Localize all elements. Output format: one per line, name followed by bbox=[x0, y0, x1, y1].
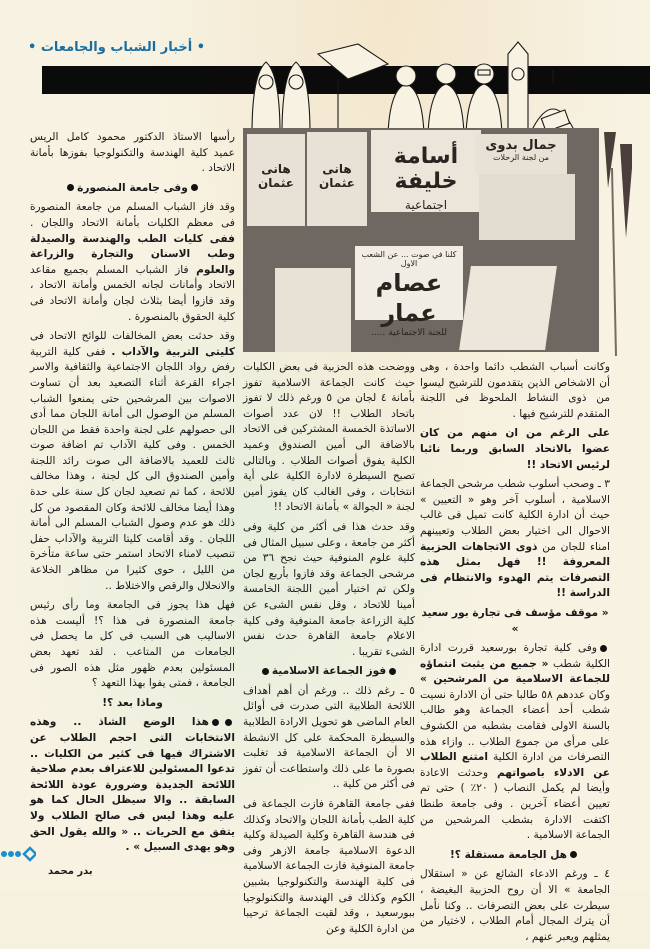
paragraph: فهل هذا يجوز فى الجامعة وما رأى رئيس جامعة المنصورة فى هذا ؟! أليست هذه الاساليب هى السبب فى كل ما يحصل فى الجامعات من المتاعب . لقد تعهد بعض المسئولين بعدم ظهور مثل هذه الصور فى الجامعة ، فمتى يفوا بهذا التعهد ؟ bbox=[30, 599, 235, 690]
paragraph: رأسها الاستاذ الدكتور محمود كامل الريس عميد كلية الهندسة والتكنولوجيا بفوزها بأمانة الاتحاد . bbox=[30, 131, 235, 175]
campus-wall-posters-photo bbox=[243, 128, 599, 352]
poster-osama-khalifa: أسامة خليفة اجتماعية bbox=[371, 130, 481, 212]
paragraph: وقد حدث هذا فى أكثر من كلية وفى أكثر من جامعة ، وعلى سبيل المثال فى كلية علوم المنوفية حيث نجح ٣٦ من مرشحى الجماعة وقد فازوا بأربع لجان ولكن تم اختيار أمين اللجنة الخامسة أمينا للاتحاد ، وقل نفس الشىء عن كلية الزراعة جامعة المنوفية وفى كلية الاعلام جامعة القاهرة حدث نفس الشىء تقريبا . bbox=[243, 520, 416, 658]
paragraph: ٣ ـ وصحب أسلوب شطب مرشحى الجماعة الاسلامية ، أسلوب آخر وهو « التعيين » حيث أن ادارة الكلية كانت تميل فى غالب الاحوال الى اختيار بعض الطلاب وتعيينهم امناء للجان من ذوى الاتجاهات الحزبية المعروفة !! فهل بمثل هذه التصرفات يتم الهدوء والانتظام فى الدراسة !! bbox=[420, 478, 610, 600]
paragraph-conclusion: هذا الوضع الشاذ .. وهذه الانتخابات التى احجم الطلاب عن الاشتراك فيها فى كثير من الكليات .. تدعوا المسئولين للاعتراف بعدم صلاحية اللائحة الجديدة وضرورة عودة اللائحة السابقة .. والا سيظل الحال كما هو عليه وهذا ليس فى صالح الطلاب ولا يتفق مع الحريات .. « والله يقول الحق وهو يهدى السبيل » . bbox=[30, 716, 235, 854]
poster-hany-osman-2: هانى عثمان bbox=[307, 132, 367, 226]
article-column-right bbox=[420, 360, 610, 949]
photo-edge-flagpole bbox=[604, 128, 634, 358]
paragraph: ٤ ـ ورغم الادعاء الشائع عن « استقلال الجامعة » الا أن روح الحزبية البغيضة ، سيطرت على بعض التصرفات .. وكنا نأمل أن يترك المجال أمام الطلاب ، لاختيار من يمثلهم ويعبر عنهم ، bbox=[420, 868, 610, 943]
subheading-mansoura: وفى جامعة المنصورة bbox=[30, 181, 235, 197]
paragraph: ووضحت هذه الحزبية فى بعض الكليات حيث كانت الجماعة الاسلامية تفوز بأمانة ٤ لجان من ٥ ورغم ذلك لا تفوز باتحاد الطلاب !! لان عدد أصوات الاساتذة الخمسة المشتركين فى الاتحاد بالاضافة الى أمين الصندوق وعميد الكلية يفوق أصوات الطلاب . وبالتالى تصبح السيطرة لادارة الكلية على أية انتخابات ، وفى الغالب كان يفوز أمين لجنة « الجوالة » بأمانة الاتحاد !! bbox=[243, 361, 416, 514]
paragraph: ٥ ـ رغم ذلك .. ورغم أن أهم أهداف اللائحة الطلابية التى صدرت فى أوائل العام الماضى هو تحويل الارادة الطلابية والسيطرة المحكمة على كل الانشطة الا أن الجماعة الاسلامية قد تغلبت بصورة ما على ذلك واستطاعت أن تفوز فى أكثر من كلية .. bbox=[243, 684, 415, 791]
paragraph: وكانت أسباب الشطب دائما واحدة ، وهى أن الاشخاص الذين يتقدمون للترشيح ليسوا من ذوى النشاط الملحوظ فى اللجنة المتقدم للترشيح فيها . bbox=[420, 361, 610, 420]
paragraph: وفى كلية تجارة بورسعيد قررت ادارة الكلية شطب « جميع من يثبت انتماؤه للجماعة الاسلامية من المرشحين » وكان عددهم ٥٨ طالبا حتى أن الادارة نسيت شطب أحد أعضاء الجماعة وهو طالب بالسنة الاولى فقامت بشطبه من الكشوف على مرأى من جموع الطلاب .. وازاء هذه التصرفات من ادارة الكلية امتنع الطلاب عن الادلاء باصواتهم وحدثت الاعادة وأيضا لم يكمل النصاب ( ٢٠٪ ) حتى تم تعيين أعضاء آخرين . وفى جامعة طنطا اكتفت الادارة بشطب المرشحين من الجماعة الاسلامية . bbox=[420, 642, 611, 842]
poster-small-print bbox=[275, 268, 351, 352]
poster-essam-ammar: كلنا في صوت ... عن الشعب الاول عصام عمار للجنة الاجتماعية ..... bbox=[355, 246, 463, 320]
paragraph: وقد فاز الشباب المسلم من جامعة المنصورة فى معظم الكليات بأمانة الاتحاد واللجان . ففى كليات الطب والهندسة والصيدلة وطب الاسنان والتجارة والزراعة والعلوم فاز الشباب المسلم بجميع مقاعد الاتحاد وأمانات لجانه الخمس وأمانة الاتحاد ، وقد فازوا أيضا بثلاث لجان وأمانة الاتحاد فى كلية الحقوق بالمنصورة . bbox=[30, 201, 235, 323]
subheading-university-independent: هل الجامعة مستقلة ؟! bbox=[420, 848, 610, 864]
article-column-left bbox=[30, 130, 235, 860]
bullet-dot-icon bbox=[212, 719, 219, 726]
paragraph: وقد حدثت بعض المخالفات للوائح الاتحاد فى كليتى التربية والآداب . ففى كلية التربية رفض رواد اللجان الاجتماعية والثقافية والاسر اجراء القرعة أثناء التصعيد بعد أن تساوت الاصوات بين المرشحين حتى يمنعوا الشباب المسلم من الوصول الى أمانة اللجان مما أدى الى حصولهم على لجنة واحدة فقط من اللجان الخمس . وفى كلية الآداب تم اضافة صوت ثالث للعميد بالاضافة الى صوت رائد اللجنة وأمين الصندوق الى كل لجنة ، وهذا مخالف للائحة ، كما تم تصعيد لجان كل سنة على حدة وهذا أيضا مخالف للائحة وكان المقصود من كل ذلك هو عدم وصول الشباب المسلم الى أمانة اللجان . وقد أقامت كليتا التربية والآداب حفل تنصيب لامناء الاتحاد استمر حتى ساعة متأخرة من الليل ، حوى كثيرا من مظاهر الخلاعة والانحلال والرقص والاختلاط .. bbox=[30, 330, 235, 592]
poster-handwritten-notes bbox=[479, 174, 575, 240]
bullet-dot-icon bbox=[191, 184, 198, 191]
poster-torn-sheet bbox=[459, 266, 557, 350]
poster-hany-osman-1: هانى عثمان bbox=[247, 134, 305, 226]
bullet-dot-icon bbox=[389, 668, 396, 675]
bullet-dot-icon bbox=[570, 851, 577, 858]
article-column-middle bbox=[243, 360, 415, 941]
subheading-islamic-group-wins: فوز الجماعة الاسلامية bbox=[243, 664, 415, 680]
author-signature: بدر محمد bbox=[48, 866, 93, 877]
subheading-port-said: « موقف مؤسف فى تجارة بور سعيد » bbox=[421, 606, 609, 635]
bullet-dot-icon bbox=[67, 184, 74, 191]
bullet-dot-icon bbox=[600, 645, 607, 652]
page-ornament-icon bbox=[0, 846, 36, 862]
paragraph: ففى جامعة القاهرة فازت الجماعة فى كلية الطب بأمانة اللجان والاتحاد وكذلك فى هندسة القاهرة وكلية الصيدلة وكلية الدعوة الاسلامية جامعة الازهر وفى جامعة المنوفية فازت الجماعة الاسلامية فى كلية الهندسة والتكنولوجيا بشبين الكوم وكذلك فى الهندسة والتكنولوجيا ببورسعيد ، وقد لقيت الجماعة ترحيبا من ادارة الكلية وعن bbox=[243, 798, 415, 935]
subheading-what-next: وماذا بعد ؟! bbox=[102, 696, 163, 709]
bullet-dot-icon bbox=[262, 668, 269, 675]
paragraph-bold: على الرغم من ان منهم من كان عضوا بالاتحاد السابق وربما نائبا لرئيس الاتحاد !! bbox=[420, 427, 610, 471]
section-label: • أخبار الشباب والجامعات • bbox=[28, 40, 206, 55]
bullet-dot-icon bbox=[225, 719, 232, 726]
poster-gamal-badawi: جمال بدوى من لجنة الرحلات bbox=[475, 134, 567, 174]
